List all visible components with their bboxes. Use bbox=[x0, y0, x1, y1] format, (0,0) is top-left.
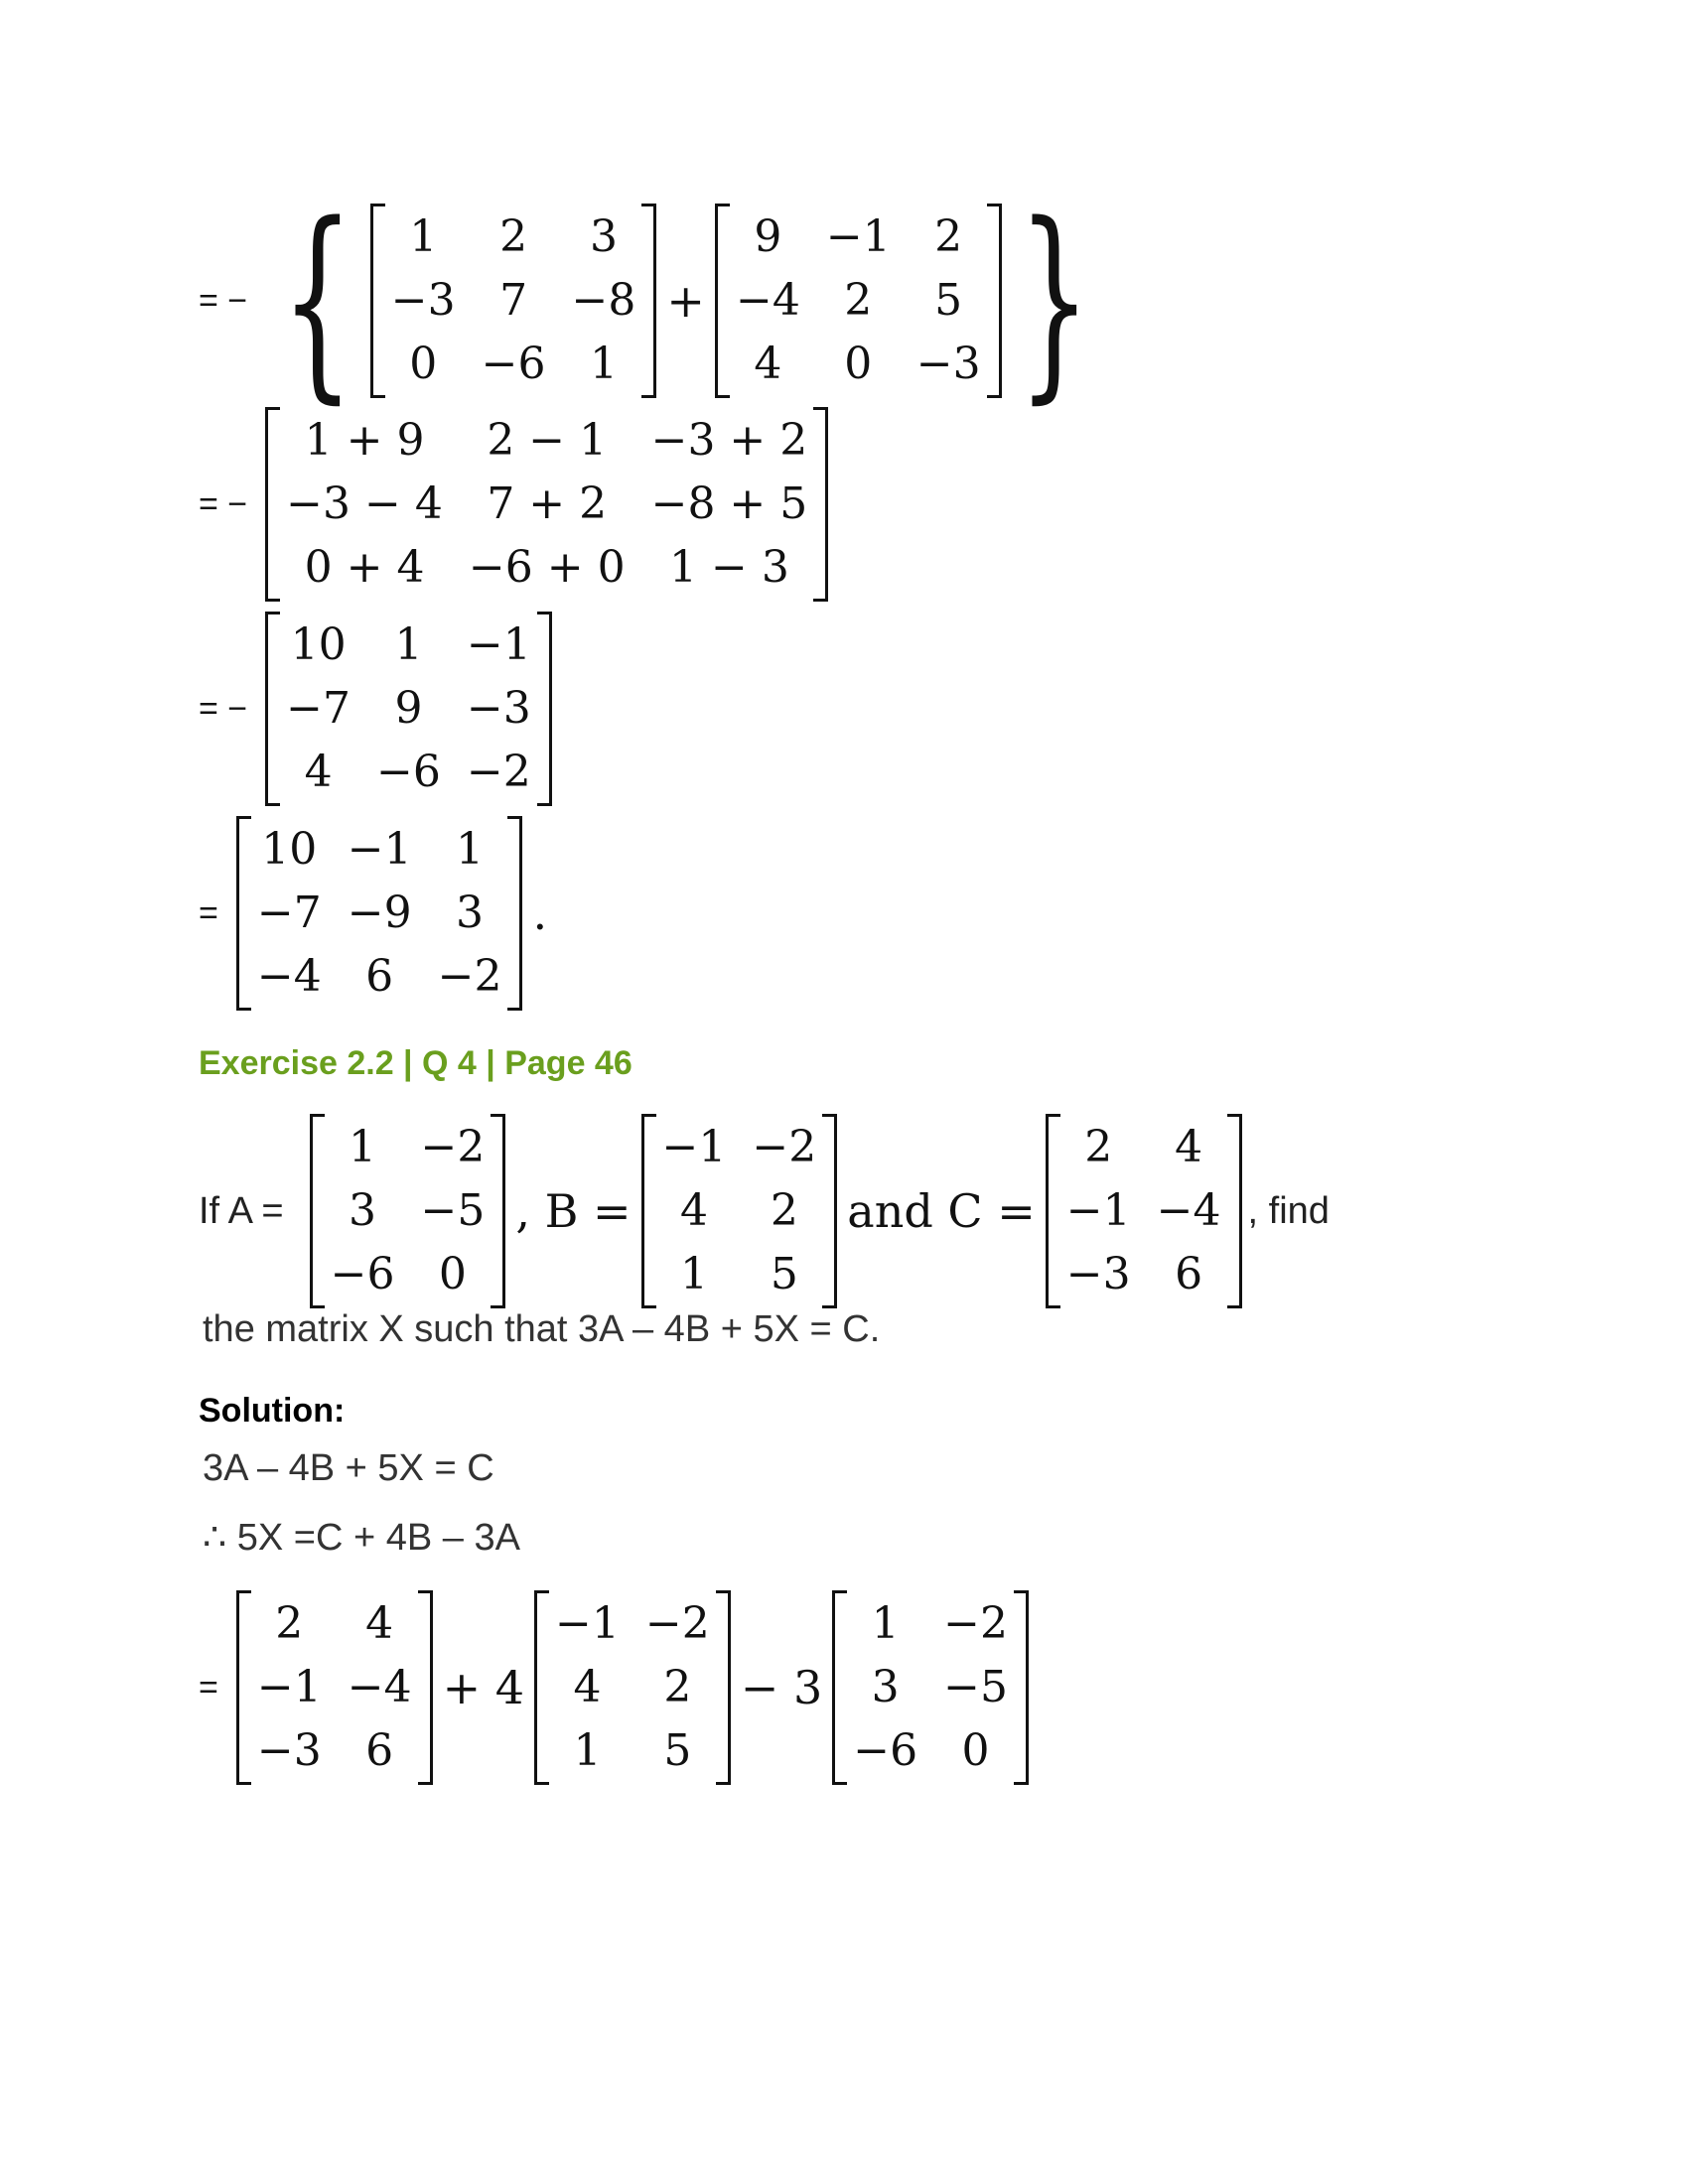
matrix-cell: −4 bbox=[1156, 1185, 1221, 1236]
matrix-cell: 2 bbox=[770, 1185, 798, 1236]
matrix-cell: −4 bbox=[347, 1662, 412, 1712]
left-bracket bbox=[641, 1114, 656, 1308]
matrix-cell: −6 + 0 bbox=[468, 542, 626, 593]
minus-3-operator: − 3 bbox=[740, 1661, 823, 1714]
left-bracket bbox=[715, 204, 730, 398]
matrix-cell: 1 bbox=[456, 824, 485, 875]
matrix-cell: −3 − 4 bbox=[286, 478, 443, 529]
left-bracket bbox=[265, 407, 280, 602]
matrix-cell: −7 bbox=[256, 887, 322, 938]
matrix-cell: −1 bbox=[661, 1122, 727, 1172]
matrix-cell: 3 bbox=[349, 1185, 377, 1236]
equals: = bbox=[199, 1668, 218, 1706]
equation-step-2 bbox=[199, 407, 828, 602]
matrix-cell: 5 bbox=[770, 1249, 798, 1299]
matrix-grid bbox=[847, 1590, 1014, 1785]
matrix-grid bbox=[251, 816, 508, 1011]
matrix-cell: 7 + 2 bbox=[487, 478, 608, 529]
left-bracket bbox=[236, 1590, 251, 1785]
right-bracket bbox=[507, 816, 522, 1011]
matrix-cell: −6 bbox=[376, 747, 441, 797]
equals-minus: = − bbox=[199, 484, 248, 523]
matrix-cell: 9 bbox=[754, 211, 782, 262]
left-bracket bbox=[1046, 1114, 1060, 1308]
matrix bbox=[715, 204, 1002, 398]
matrix-cell: −1 bbox=[466, 619, 531, 670]
left-bracket bbox=[236, 816, 251, 1011]
matrix-c bbox=[236, 1590, 433, 1785]
matrix-cell: −5 bbox=[943, 1662, 1008, 1712]
right-bracket bbox=[537, 612, 552, 806]
matrix-grid bbox=[251, 1590, 418, 1785]
matrix-cell: −2 bbox=[466, 747, 531, 797]
matrix-grid bbox=[280, 612, 537, 806]
matrix-cell: 1 bbox=[573, 1725, 602, 1776]
matrix-grid bbox=[280, 407, 813, 602]
matrix-cell: 1 bbox=[679, 1249, 708, 1299]
left-curly-brace: { bbox=[281, 179, 354, 422]
matrix-b bbox=[534, 1590, 731, 1785]
right-bracket bbox=[813, 407, 828, 602]
matrix-cell: −9 bbox=[347, 887, 412, 938]
question-line-1 bbox=[199, 1114, 1330, 1308]
matrix-cell: 4 bbox=[1175, 1122, 1203, 1172]
matrix-cell: −8 + 5 bbox=[650, 478, 808, 529]
matrix-cell: −4 bbox=[256, 951, 322, 1002]
matrix-grid bbox=[385, 204, 642, 398]
matrix-cell: 1 bbox=[409, 211, 438, 262]
matrix-cell: −2 bbox=[420, 1122, 486, 1172]
plus-operator: + bbox=[666, 274, 705, 328]
question-if-a: If A = bbox=[199, 1189, 284, 1232]
matrix-cell: 1 bbox=[349, 1122, 377, 1172]
matrix-cell: −7 bbox=[286, 683, 352, 734]
matrix-cell: −1 bbox=[347, 824, 412, 875]
right-bracket bbox=[418, 1590, 433, 1785]
matrix-cell: −6 bbox=[853, 1725, 918, 1776]
matrix-cell: 10 bbox=[261, 824, 318, 875]
matrix-cell: 1 bbox=[394, 619, 423, 670]
matrix-cell: 0 bbox=[961, 1725, 990, 1776]
matrix-cell: 2 − 1 bbox=[487, 415, 608, 466]
matrix-a bbox=[832, 1590, 1029, 1785]
matrix bbox=[370, 204, 657, 398]
plus-4-operator: + 4 bbox=[442, 1661, 525, 1714]
matrix-cell: −1 bbox=[555, 1598, 620, 1649]
b-label: , B = bbox=[515, 1184, 632, 1238]
matrix-cell: 1 − 3 bbox=[669, 542, 789, 593]
matrix-cell: −1 bbox=[256, 1662, 322, 1712]
matrix-grid bbox=[1060, 1114, 1227, 1308]
left-bracket bbox=[310, 1114, 325, 1308]
matrix-cell: −5 bbox=[420, 1185, 486, 1236]
right-curly-brace: } bbox=[1017, 179, 1091, 422]
matrix-grid bbox=[730, 204, 987, 398]
matrix-cell: 5 bbox=[934, 275, 963, 326]
right-bracket bbox=[822, 1114, 837, 1308]
matrix-grid bbox=[656, 1114, 823, 1308]
matrix-cell: 0 bbox=[438, 1249, 467, 1299]
matrix bbox=[265, 612, 552, 806]
matrix-cell: 2 bbox=[1084, 1122, 1113, 1172]
equals-minus: = − bbox=[199, 689, 248, 728]
matrix bbox=[265, 407, 828, 602]
matrix-cell: −3 bbox=[1065, 1249, 1131, 1299]
matrix-c bbox=[1046, 1114, 1242, 1308]
solution-line-2: ∴ 5X =C + 4B – 3A bbox=[203, 1517, 520, 1559]
matrix-cell: −6 bbox=[330, 1249, 395, 1299]
matrix-cell: 6 bbox=[1175, 1249, 1203, 1299]
matrix-cell: 2 bbox=[844, 275, 873, 326]
right-bracket bbox=[1227, 1114, 1242, 1308]
matrix-cell: 9 bbox=[394, 683, 423, 734]
matrix-cell: 2 bbox=[275, 1598, 304, 1649]
matrix-cell: 0 bbox=[409, 339, 438, 389]
and-c-label: and C = bbox=[847, 1184, 1036, 1238]
matrix-cell: 10 bbox=[290, 619, 347, 670]
matrix-cell: −2 bbox=[752, 1122, 817, 1172]
matrix-cell: 4 bbox=[573, 1662, 602, 1712]
matrix-cell: 0 + 4 bbox=[304, 542, 425, 593]
matrix-cell: 0 bbox=[844, 339, 873, 389]
matrix-cell: 6 bbox=[365, 1725, 394, 1776]
matrix-cell: −2 bbox=[943, 1598, 1008, 1649]
solution-label: Solution: bbox=[199, 1392, 346, 1430]
left-bracket bbox=[832, 1590, 847, 1785]
matrix-cell: 6 bbox=[365, 951, 394, 1002]
right-bracket bbox=[491, 1114, 505, 1308]
matrix-grid bbox=[325, 1114, 492, 1308]
solution-equation bbox=[199, 1590, 1029, 1785]
matrix-cell: 3 bbox=[589, 211, 618, 262]
left-bracket bbox=[534, 1590, 549, 1785]
matrix-cell: 3 bbox=[871, 1662, 900, 1712]
equals: = bbox=[199, 893, 218, 932]
matrix-cell: 2 bbox=[499, 211, 528, 262]
matrix-cell: −2 bbox=[437, 951, 502, 1002]
matrix-cell: 5 bbox=[663, 1725, 692, 1776]
period: . bbox=[532, 887, 548, 940]
left-bracket bbox=[370, 204, 385, 398]
matrix-cell: −3 bbox=[915, 339, 981, 389]
right-bracket bbox=[1014, 1590, 1029, 1785]
matrix-cell: −3 bbox=[256, 1725, 322, 1776]
matrix-cell: 4 bbox=[679, 1185, 708, 1236]
matrix-grid bbox=[549, 1590, 716, 1785]
question-line-2: the matrix X such that 3A – 4B + 5X = C. bbox=[203, 1308, 881, 1350]
equals-minus: = − bbox=[199, 281, 248, 320]
matrix-cell: 2 bbox=[663, 1662, 692, 1712]
matrix-cell: 7 bbox=[499, 275, 528, 326]
left-bracket bbox=[265, 612, 280, 806]
matrix-cell: 3 bbox=[456, 887, 485, 938]
equation-step-4 bbox=[199, 816, 557, 1011]
right-bracket bbox=[716, 1590, 731, 1785]
matrix-cell: 4 bbox=[754, 339, 782, 389]
matrix-cell: −3 bbox=[390, 275, 456, 326]
matrix-cell: −1 bbox=[825, 211, 891, 262]
exercise-heading: Exercise 2.2 | Q 4 | Page 46 bbox=[199, 1044, 633, 1082]
right-bracket bbox=[641, 204, 656, 398]
equation-step-1 bbox=[199, 179, 1106, 422]
equation-step-3 bbox=[199, 612, 552, 806]
right-bracket bbox=[987, 204, 1002, 398]
matrix-cell: 1 bbox=[871, 1598, 900, 1649]
matrix-cell: −3 + 2 bbox=[650, 415, 808, 466]
matrix-cell: 4 bbox=[365, 1598, 394, 1649]
matrix-cell: −2 bbox=[644, 1598, 710, 1649]
matrix-b bbox=[641, 1114, 838, 1308]
matrix-cell: −6 bbox=[481, 339, 546, 389]
matrix-cell: −3 bbox=[466, 683, 531, 734]
matrix-a bbox=[310, 1114, 506, 1308]
matrix bbox=[236, 816, 523, 1011]
matrix-cell: 4 bbox=[304, 747, 333, 797]
question-find: , find bbox=[1247, 1189, 1330, 1232]
solution-line-1: 3A – 4B + 5X = C bbox=[203, 1447, 494, 1489]
matrix-cell: −1 bbox=[1065, 1185, 1131, 1236]
matrix-cell: 1 + 9 bbox=[304, 415, 425, 466]
matrix-cell: −4 bbox=[735, 275, 800, 326]
matrix-cell: 1 bbox=[589, 339, 618, 389]
matrix-cell: 2 bbox=[934, 211, 963, 262]
matrix-cell: −8 bbox=[571, 275, 636, 326]
